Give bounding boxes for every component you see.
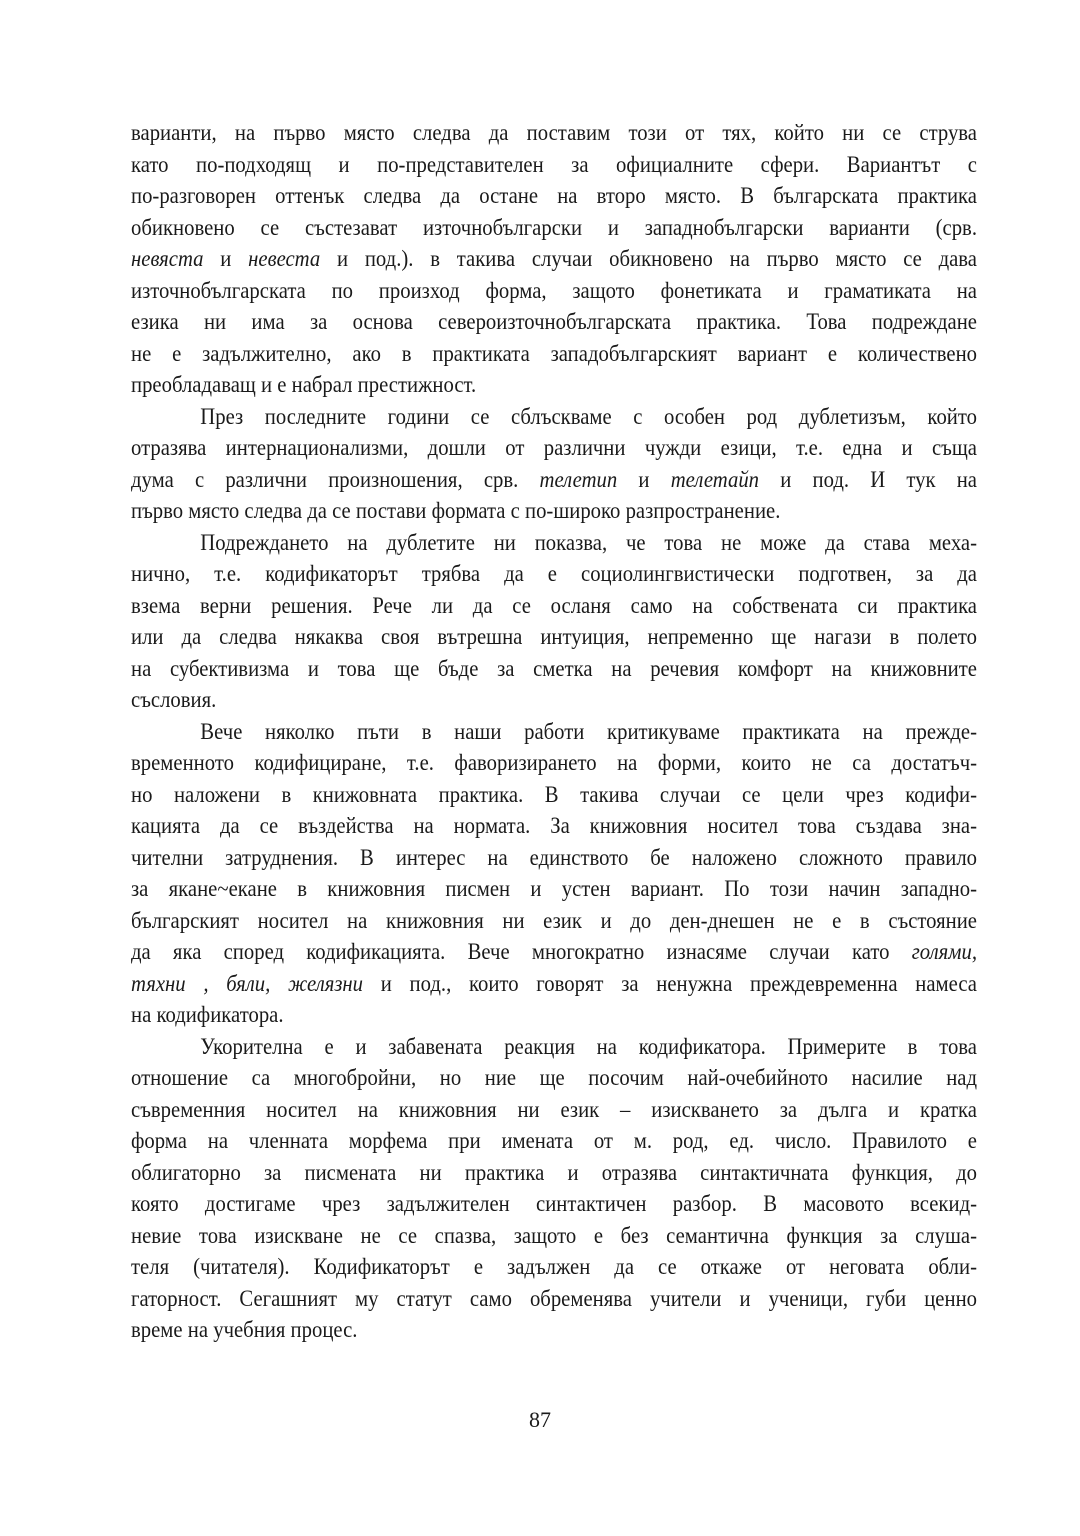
text-run: и: [617, 466, 671, 492]
text-line: [131, 117, 977, 149]
text-line: [131, 621, 977, 653]
text-run: като по-подходящ и по-представителен за официалните сфери. Вариантът с: [131, 151, 977, 177]
text-line: [131, 1031, 977, 1063]
text-run: но наложени в книжовната практика. В такива случаи се цели чрез кодифи-: [131, 781, 977, 807]
text-run: нично, т.е. кодификаторът трябва да е социолингвистически подготвен, за да: [131, 561, 977, 586]
text-run: езика ни има за основа североизточнобългарската практика. Това подреждане: [131, 309, 977, 334]
text-line: [131, 275, 977, 307]
paragraph: [131, 716, 977, 1031]
text-line: [131, 936, 977, 968]
italic-example: телетип: [539, 466, 618, 492]
text-line: [131, 873, 977, 905]
text-run: време на учебния процес.: [131, 1317, 358, 1342]
body-text: [131, 117, 977, 1346]
text-run: или да следва някаква своя вътрешна интуиция, непременно ще нагази в полето: [131, 624, 977, 649]
text-line: [131, 527, 977, 559]
text-line: [131, 779, 977, 811]
text-run: форма на членната морфема при имената от м. род, ед. число. Правилото е: [131, 1128, 977, 1153]
text-line: [131, 1283, 977, 1315]
italic-example: голями,: [911, 939, 977, 964]
text-run: източнобългарската по произход форма, защото фонетиката и граматиката на: [131, 277, 977, 303]
text-run: и: [203, 246, 249, 271]
text-run: съсловия.: [131, 687, 217, 712]
text-run: съвременния носител на книжовния ни език – изискването за дълга и кратка: [131, 1096, 977, 1122]
paragraph: [131, 527, 977, 716]
text-line: [131, 149, 977, 181]
text-run: Укорителна е и забавената реакция на кодификатора. Примерите в това: [200, 1033, 977, 1059]
text-run: първо място следва да се постави формата с по-широко разпространение.: [131, 498, 781, 523]
text-line: [131, 558, 977, 590]
paragraph: [131, 117, 977, 401]
italic-example: невяста: [131, 246, 204, 271]
text-run: на субективизма и това ще бъде за сметка на речевия комфорт на книжовните: [131, 655, 977, 681]
paragraph: [131, 1031, 977, 1346]
text-run: чителни затруднения. В интерес на единството бе наложено сложното правило: [131, 844, 977, 870]
text-run: отразява интернационализми, дошли от различни чужди езици, т.е. една и съща: [131, 435, 977, 460]
text-run: обикновено се състезават източнобългарски и западнобългарски варианти (срв.: [131, 214, 977, 240]
text-run: взема верни решения. Рече ли да се осланя само на собствената си практика: [131, 592, 977, 618]
text-run: преобладаващ и е набрал престижност.: [131, 372, 477, 397]
text-run: временното кодифициране, т.е. фаворизирането на форми, които не са достатъч-: [131, 750, 977, 775]
text-run: не е задължително, ако в практиката западобългарският вариант е количествено: [131, 340, 977, 366]
text-run: облигаторно за писмената ни практика и отразява синтактичната функция, до: [131, 1159, 977, 1185]
text-line: [131, 1094, 977, 1126]
text-run: по-разговорен оттенък следва да остане на второ място. В българската практика: [131, 183, 977, 208]
text-line: [131, 1157, 977, 1189]
paragraph: [131, 401, 977, 527]
text-line: [131, 905, 977, 937]
text-run: и под.). в такива случаи обикновено на първо място се дава: [320, 246, 977, 271]
text-run: на кодификатора.: [131, 1002, 284, 1027]
text-run: българският носител на книжовния ни език и до ден-днешен не е в състояние: [131, 907, 977, 933]
text-line: [131, 590, 977, 622]
text-run: за якане~екане в книжовния писмен и устен вариант. По този начин западно-: [131, 876, 977, 901]
text-run: и под., които говорят за ненужна преждевременна намеса: [363, 970, 977, 996]
text-line: [131, 1188, 977, 1220]
italic-example: телетайп: [670, 466, 760, 492]
text-line: [131, 716, 977, 748]
text-line: [131, 810, 977, 842]
text-run: теля (читателя). Кодификаторът е задължен да се откаже от неговата обли-: [131, 1254, 977, 1279]
text-line: [131, 653, 977, 685]
text-run: отношение са многобройни, но ние ще посочим най-очебийното насилие над: [131, 1065, 977, 1090]
text-run: невие това изискване не се спазва, защото е без семантична функция за слуша-: [131, 1222, 977, 1248]
text-line: [131, 1062, 977, 1094]
text-line: [131, 842, 977, 874]
text-line: [131, 369, 977, 401]
text-line: [131, 968, 977, 1000]
page-number: 87: [529, 1407, 551, 1432]
text-line: [131, 401, 977, 433]
text-run: Подреждането на дублетите ни показва, че това не може да става меха-: [200, 529, 977, 555]
text-run: дума с различни произношения, срв.: [131, 466, 540, 492]
text-run: варианти, на първо място следва да поставим този от тях, който ни се струва: [131, 120, 977, 145]
text-line: [131, 999, 977, 1031]
text-line: [131, 747, 977, 779]
text-run: гаторност. Сегашният му статут само обременява учители и ученици, губи ценно: [131, 1285, 977, 1311]
text-line: [131, 1251, 977, 1283]
text-line: [131, 495, 977, 527]
text-run: и под. И тук на: [759, 466, 977, 492]
text-line: [131, 180, 977, 212]
text-line: [131, 306, 977, 338]
text-line: [131, 338, 977, 370]
text-run: кацията да се въздейства на нормата. За книжовния носител това създава зна-: [131, 813, 977, 838]
text-line: [131, 1125, 977, 1157]
text-line: [131, 464, 977, 496]
text-line: [131, 1314, 977, 1346]
text-line: [131, 1220, 977, 1252]
text-run: През последните години се сблъскваме с особен род дублетизъм, който: [200, 403, 977, 429]
text-line: [131, 243, 977, 275]
text-line: [131, 684, 977, 716]
text-line: [131, 212, 977, 244]
italic-example: тяхни , бяли, желязни: [131, 970, 364, 996]
text-run: да яка според кодификацията. Вече многократно изнасяме случаи като: [131, 939, 912, 964]
italic-example: невеста: [248, 246, 321, 271]
text-run: Вече няколко пъти в наши работи критикуваме практиката на прежде-: [200, 718, 977, 744]
text-line: [131, 432, 977, 464]
text-run: която достигаме чрез задължителен синтактичен разбор. В масовото всекид-: [131, 1191, 977, 1216]
